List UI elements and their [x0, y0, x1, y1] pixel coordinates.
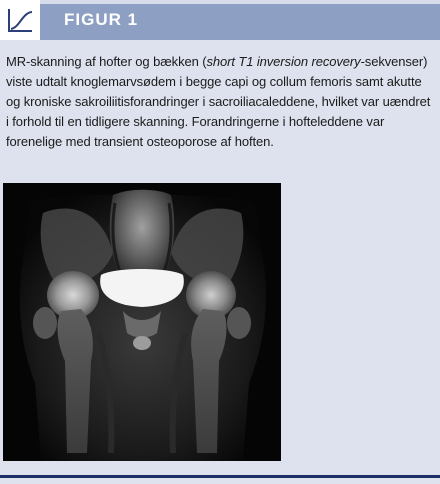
caption-text-start: MR-skanning af hofter og bækken (: [6, 54, 207, 69]
figure-header: [0, 0, 440, 40]
caption-text-end: -sekvenser) viste udtalt knoglemarvsødem i begge capi og collum femoris samt akutte og kroniske sakroiliitisforandringer i sacroiliacaleddene, hvilket var uændret i forhold til en tidligere skanning. Forandringerne i hofteleddene var forenelige med transient osteoporose af hoften.: [6, 54, 431, 149]
line-chart-icon: [0, 0, 40, 40]
mri-scan-image: [3, 183, 281, 461]
figure-caption: [6, 52, 434, 152]
figure-title-bar: [40, 4, 440, 40]
bottom-divider: [0, 475, 440, 478]
caption-italic: short T1 inversion recovery: [206, 54, 361, 69]
figure-label: FIGUR 1: [64, 10, 139, 29]
figure-logo: [0, 0, 40, 40]
mri-scan-drawing: [3, 183, 281, 461]
